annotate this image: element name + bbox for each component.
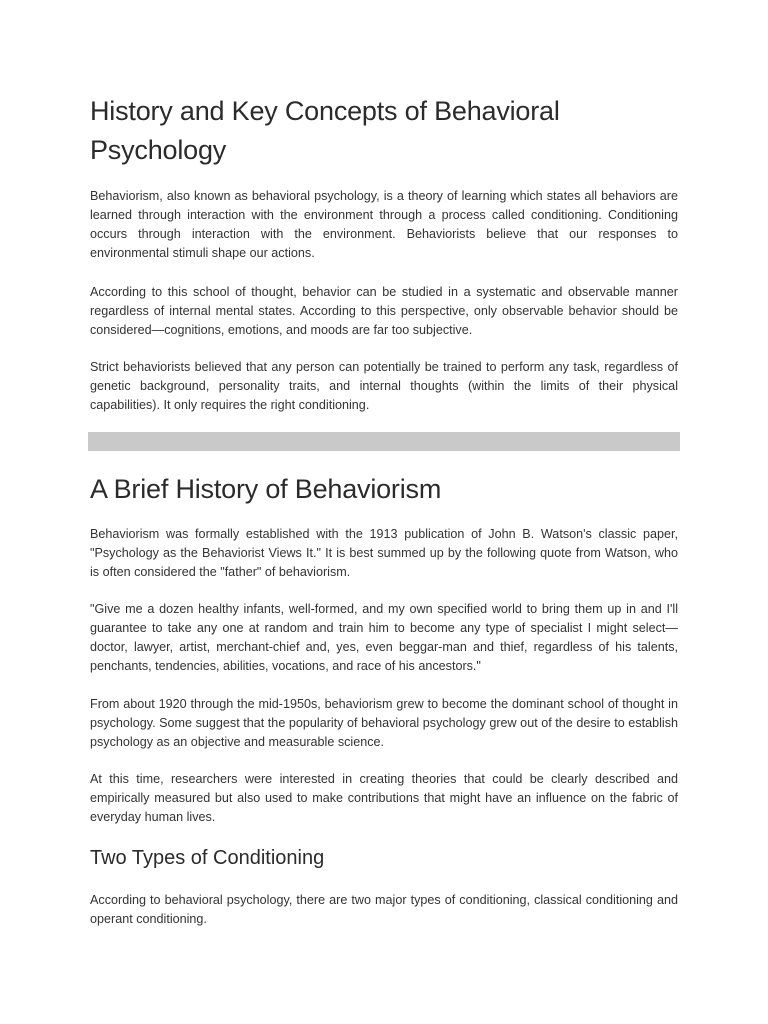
page-title: History and Key Concepts of Behavioral Psychology	[90, 96, 560, 165]
history-heading: A Brief History of Behaviorism	[90, 474, 442, 504]
intro-paragraph-3: Strict behaviorists believed that any person can potentially be trained to perform any task, regardless of genetic background, personality traits, and internal thoughts (within the limits of their physical capabilities). It only requires the right conditioning.	[90, 360, 678, 412]
watson-quote-paragraph: "Give me a dozen healthy infants, well-formed, and my own specified world to bring them up in and I'll guarantee to take any one at random and train him to become any type of specialist I might select—doctor, lawyer, artist, merchant-chief and, yes, even beggar-man and thief, regardless of his talents, penchants, tendencies, abilities, vocations, and race of his ancestors."	[90, 602, 678, 673]
history-paragraph-2: From about 1920 through the mid-1950s, behaviorism grew to become the dominant school of thought in psychology. Some suggest that the popularity of behavioral psychology grew out of the desire to establish psychology as an objective and measurable science.	[90, 697, 678, 749]
section-divider	[88, 432, 680, 451]
intro-paragraph-1: Behaviorism, also known as behavioral psychology, is a theory of learning which states all behaviors are learned through interaction with the environment through a process called conditioning. Conditioning occurs through interaction with the environment. Behaviorists believe that our responses to environmental stimuli shape our actions.	[90, 189, 678, 260]
history-paragraph-3: At this time, researchers were interested in creating theories that could be clearly described and empirically measured but also used to make contributions that might have an influence on the fabric of everyday human lives.	[90, 772, 678, 824]
conditioning-heading: Two Types of Conditioning	[90, 847, 325, 869]
intro-paragraph-2: According to this school of thought, behavior can be studied in a systematic and observable manner regardless of internal mental states. According to this perspective, only observable behavior should be considered—cognitions, emotions, and moods are far too subjective.	[90, 285, 678, 337]
conditioning-paragraph: According to behavioral psychology, there are two major types of conditioning, classical conditioning and operant conditioning.	[90, 893, 678, 926]
history-paragraph-1: Behaviorism was formally established with the 1913 publication of John B. Watson's classic paper, "Psychology as the Behaviorist Views It." It is best summed up by the following quote from Watson, who is often considered the "father" of behaviorism.	[90, 527, 678, 579]
